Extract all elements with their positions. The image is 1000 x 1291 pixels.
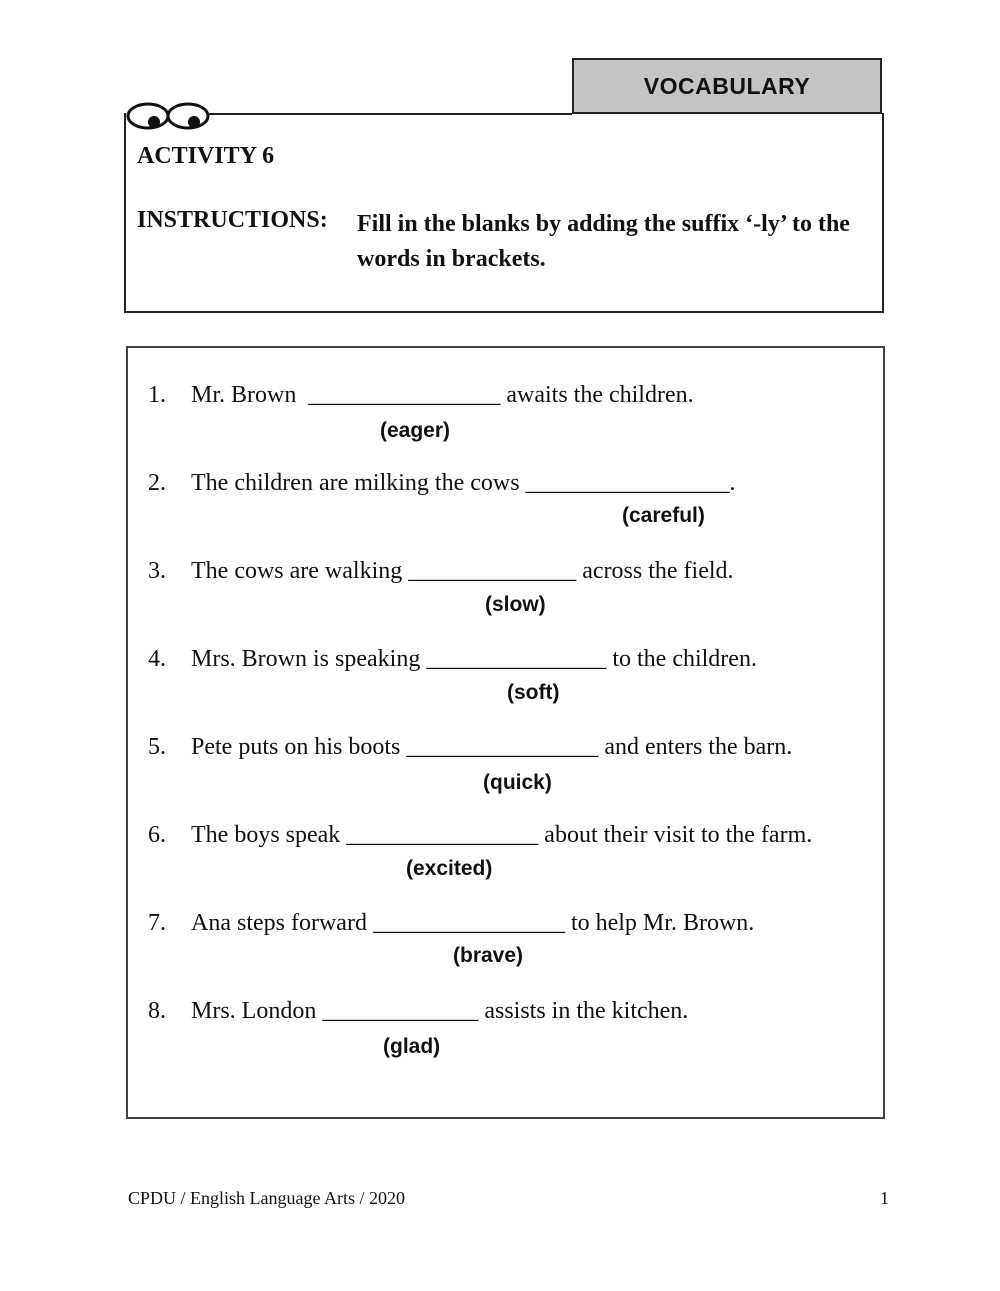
item-sentence: Mr. Brown ________________ awaits the children.: [191, 382, 694, 408]
item-number: 7.: [148, 910, 166, 936]
item-sentence: The children are milking the cows _________________.: [191, 470, 736, 496]
item-hint: (eager): [380, 419, 451, 442]
item-sentence: The cows are walking ______________ across the field.: [191, 558, 734, 584]
item-number: 6.: [148, 822, 166, 848]
item-hint: (excited): [406, 857, 493, 880]
item-number: 4.: [148, 646, 166, 672]
item-number: 1.: [148, 382, 166, 408]
item-hint: (slow): [485, 593, 546, 616]
exercise-item: [128, 734, 887, 814]
exercise-box: [126, 346, 885, 1119]
exercise-item: [128, 998, 887, 1078]
item-hint: (careful): [622, 504, 705, 527]
exercise-item: [128, 382, 887, 462]
item-sentence: Ana steps forward ________________ to help Mr. Brown.: [191, 910, 755, 936]
item-number: 3.: [148, 558, 166, 584]
footer-page-number: 1: [880, 1188, 889, 1208]
item-number: 5.: [148, 734, 166, 760]
item-sentence: The boys speak ________________ about their visit to the farm.: [191, 822, 813, 848]
item-sentence: Mrs. London _____________ assists in the kitchen.: [191, 998, 689, 1024]
item-number: 8.: [148, 998, 166, 1024]
item-hint: (brave): [453, 944, 524, 967]
item-sentence: Pete puts on his boots ________________ and enters the barn.: [191, 734, 793, 760]
item-sentence: Mrs. Brown is speaking _______________ to the children.: [191, 646, 757, 672]
item-hint: (glad): [383, 1035, 441, 1058]
instructions-text: Fill in the blanks by adding the suffix ‘-ly’ to the words in brackets.: [357, 211, 850, 272]
exercise-item: [128, 470, 887, 550]
section-tab: VOCABULARY: [572, 58, 882, 114]
exercise-item: [128, 558, 887, 638]
exercise-item: [128, 646, 887, 726]
exercise-item: [128, 910, 887, 990]
item-hint: (soft): [507, 681, 560, 704]
item-hint: (quick): [483, 771, 552, 794]
activity-title: ACTIVITY 6: [137, 143, 275, 169]
footer-source: CPDU / English Language Arts / 2020: [128, 1188, 405, 1208]
item-number: 2.: [148, 470, 166, 496]
exercise-item: [128, 822, 887, 902]
eyes-icon: [124, 100, 214, 132]
instructions-label: INSTRUCTIONS:: [137, 207, 328, 233]
